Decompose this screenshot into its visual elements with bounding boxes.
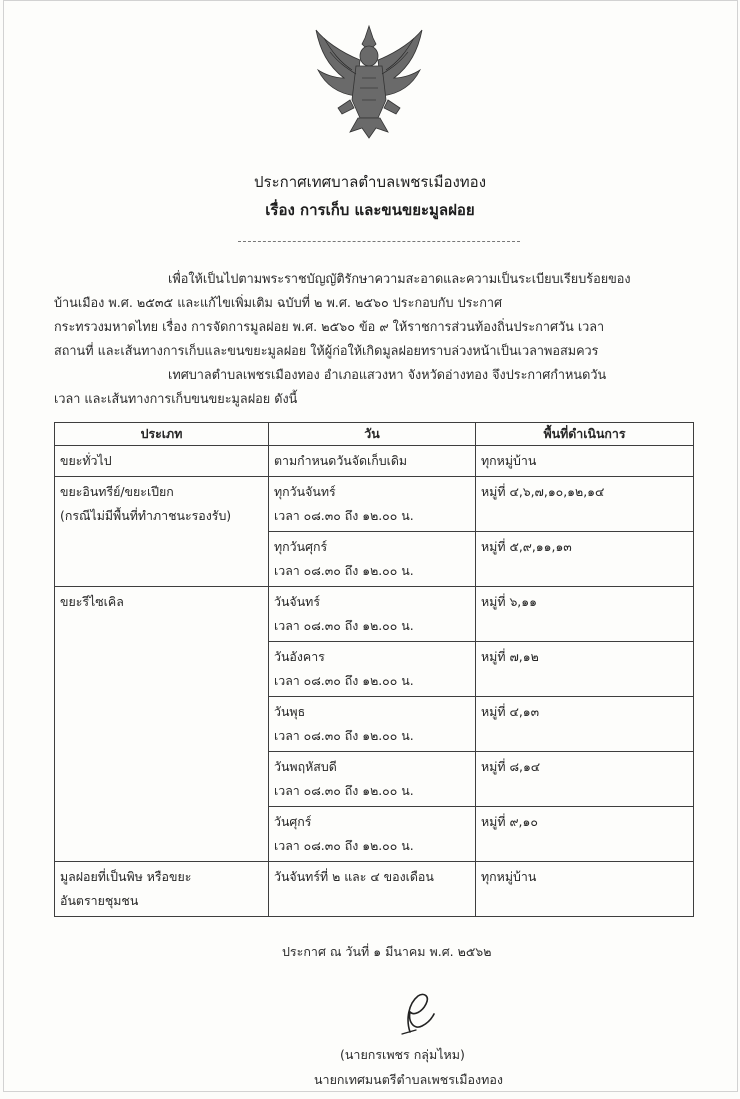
day-recycle-1 <box>269 587 476 642</box>
body-line-5: เทศบาลตำบลเพชรเมืองทอง อำเภอแสวงหา จังหวัดอ่างทอง จึงประกาศกำหนดวัน <box>168 367 607 382</box>
area-general: ทุกหมู่บ้าน <box>476 446 694 477</box>
collection-schedule-table <box>54 422 694 917</box>
area-recycle-1: หมู่ที่ ๖,๑๑ <box>476 587 694 642</box>
body-line-6: เวลา และเส้นทางการเก็บขนขยะมูลฝอย ดังนี้ <box>54 391 298 406</box>
day-label: ทุกวันศุกร์ <box>274 539 328 554</box>
time-label: เวลา ๐๘.๓๐ ถึง ๑๒.๐๐ น. <box>274 783 414 798</box>
area-hazardous: ทุกหมู่บ้าน <box>476 862 694 917</box>
table-header-row <box>55 423 694 446</box>
time-label: เวลา ๐๘.๓๐ ถึง ๑๒.๐๐ น. <box>274 618 414 633</box>
header-type: ประเภท <box>55 423 269 446</box>
header-area: พื้นที่ดำเนินการ <box>476 423 694 446</box>
day-label: วันจันทร์ <box>274 594 320 609</box>
table-row <box>55 446 694 477</box>
title-divider <box>238 241 520 242</box>
day-recycle-5 <box>269 807 476 862</box>
announcement-title: ประกาศเทศบาลตำบลเพชรเมืองทอง <box>253 173 487 191</box>
area-organic-2: หมู่ที่ ๕,๙,๑๑,๑๓ <box>476 532 694 587</box>
body-line-1: เพื่อให้เป็นไปตามพระราชบัญญัติรักษาความสะอาดและความเป็นระเบียบเรียบร้อยของ <box>168 271 631 286</box>
day-general: ตามกำหนดวันจัดเก็บเดิม <box>269 446 476 477</box>
area-recycle-4: หมู่ที่ ๘,๑๔ <box>476 752 694 807</box>
table-row <box>55 477 694 532</box>
header-day: วัน <box>269 423 476 446</box>
time-label: เวลา ๐๘.๓๐ ถึง ๑๒.๐๐ น. <box>274 728 414 743</box>
day-recycle-3 <box>269 697 476 752</box>
day-label: วันอังคาร <box>274 649 325 664</box>
signature <box>388 990 448 1040</box>
type-recycle: ขยะรีไซเคิล <box>55 587 269 862</box>
type-hazardous <box>55 862 269 917</box>
time-label: เวลา ๐๘.๓๐ ถึง ๑๒.๐๐ น. <box>274 508 414 523</box>
day-organic-2 <box>269 532 476 587</box>
body-line-2: บ้านเมือง พ.ศ. ๒๕๓๕ และแก้ไขเพิ่มเติม ฉบับที่ ๒ พ.ศ. ๒๕๖๐ ประกอบกับ ประกาศ <box>54 295 503 310</box>
time-label: เวลา ๐๘.๓๐ ถึง ๑๒.๐๐ น. <box>274 563 414 578</box>
day-label: ทุกวันจันทร์ <box>274 484 336 499</box>
type-organic-line1: ขยะอินทรีย์/ขยะเปียก <box>60 484 174 499</box>
garuda-emblem <box>310 22 428 142</box>
area-organic-1: หมู่ที่ ๔,๖,๗,๑๐,๑๒,๑๔ <box>476 477 694 532</box>
body-line-3: กระทรวงมหาดไทย เรื่อง การจัดการมูลฝอย พ.ศ. ๒๕๖๐ ข้อ ๙ ให้ราชการส่วนท้องถิ่นประกาศวัน เวลา <box>54 319 605 334</box>
day-label: วันพุธ <box>274 704 306 719</box>
area-recycle-5: หมู่ที่ ๙,๑๐ <box>476 807 694 862</box>
table-row <box>55 587 694 642</box>
day-label: วันพฤหัสบดี <box>274 759 337 774</box>
time-label: เวลา ๐๘.๓๐ ถึง ๑๒.๐๐ น. <box>274 838 414 853</box>
day-recycle-4 <box>269 752 476 807</box>
type-general: ขยะทั่วไป <box>55 446 269 477</box>
area-recycle-2: หมู่ที่ ๗,๑๒ <box>476 642 694 697</box>
announcement-date: ประกาศ ณ วันที่ ๑ มีนาคม พ.ศ. ๒๕๖๒ <box>282 944 492 959</box>
body-line-4: สถานที่ และเส้นทางการเก็บและขนขยะมูลฝอย ให้ผู้ก่อให้เกิดมูลฝอยทราบล่วงหน้าเป็นเวลาพอสมควร <box>54 343 599 358</box>
type-hazardous-line2: อันตรายชุมชน <box>60 893 139 908</box>
area-recycle-3: หมู่ที่ ๔,๑๓ <box>476 697 694 752</box>
time-label: เวลา ๐๘.๓๐ ถึง ๑๒.๐๐ น. <box>274 673 414 688</box>
day-recycle-2 <box>269 642 476 697</box>
signer-title: นายกเทศมนตรีตำบลเพชรเมืองทอง <box>314 1072 503 1087</box>
day-organic-1 <box>269 477 476 532</box>
day-label: วันศุกร์ <box>274 814 312 829</box>
signer-name: (นายกรเพชร กลุ่มไหม) <box>340 1047 465 1062</box>
type-hazardous-line1: มูลฝอยที่เป็นพิษ หรือขยะ <box>60 869 192 884</box>
table-row <box>55 862 694 917</box>
type-organic-line2: (กรณีไม่มีพื้นที่ทำภาชนะรองรับ) <box>60 508 232 523</box>
announcement-subject: เรื่อง การเก็บ และขนขยะมูลฝอย <box>265 201 475 219</box>
type-organic <box>55 477 269 587</box>
day-hazardous: วันจันทร์ที่ ๒ และ ๔ ของเดือน <box>269 862 476 917</box>
